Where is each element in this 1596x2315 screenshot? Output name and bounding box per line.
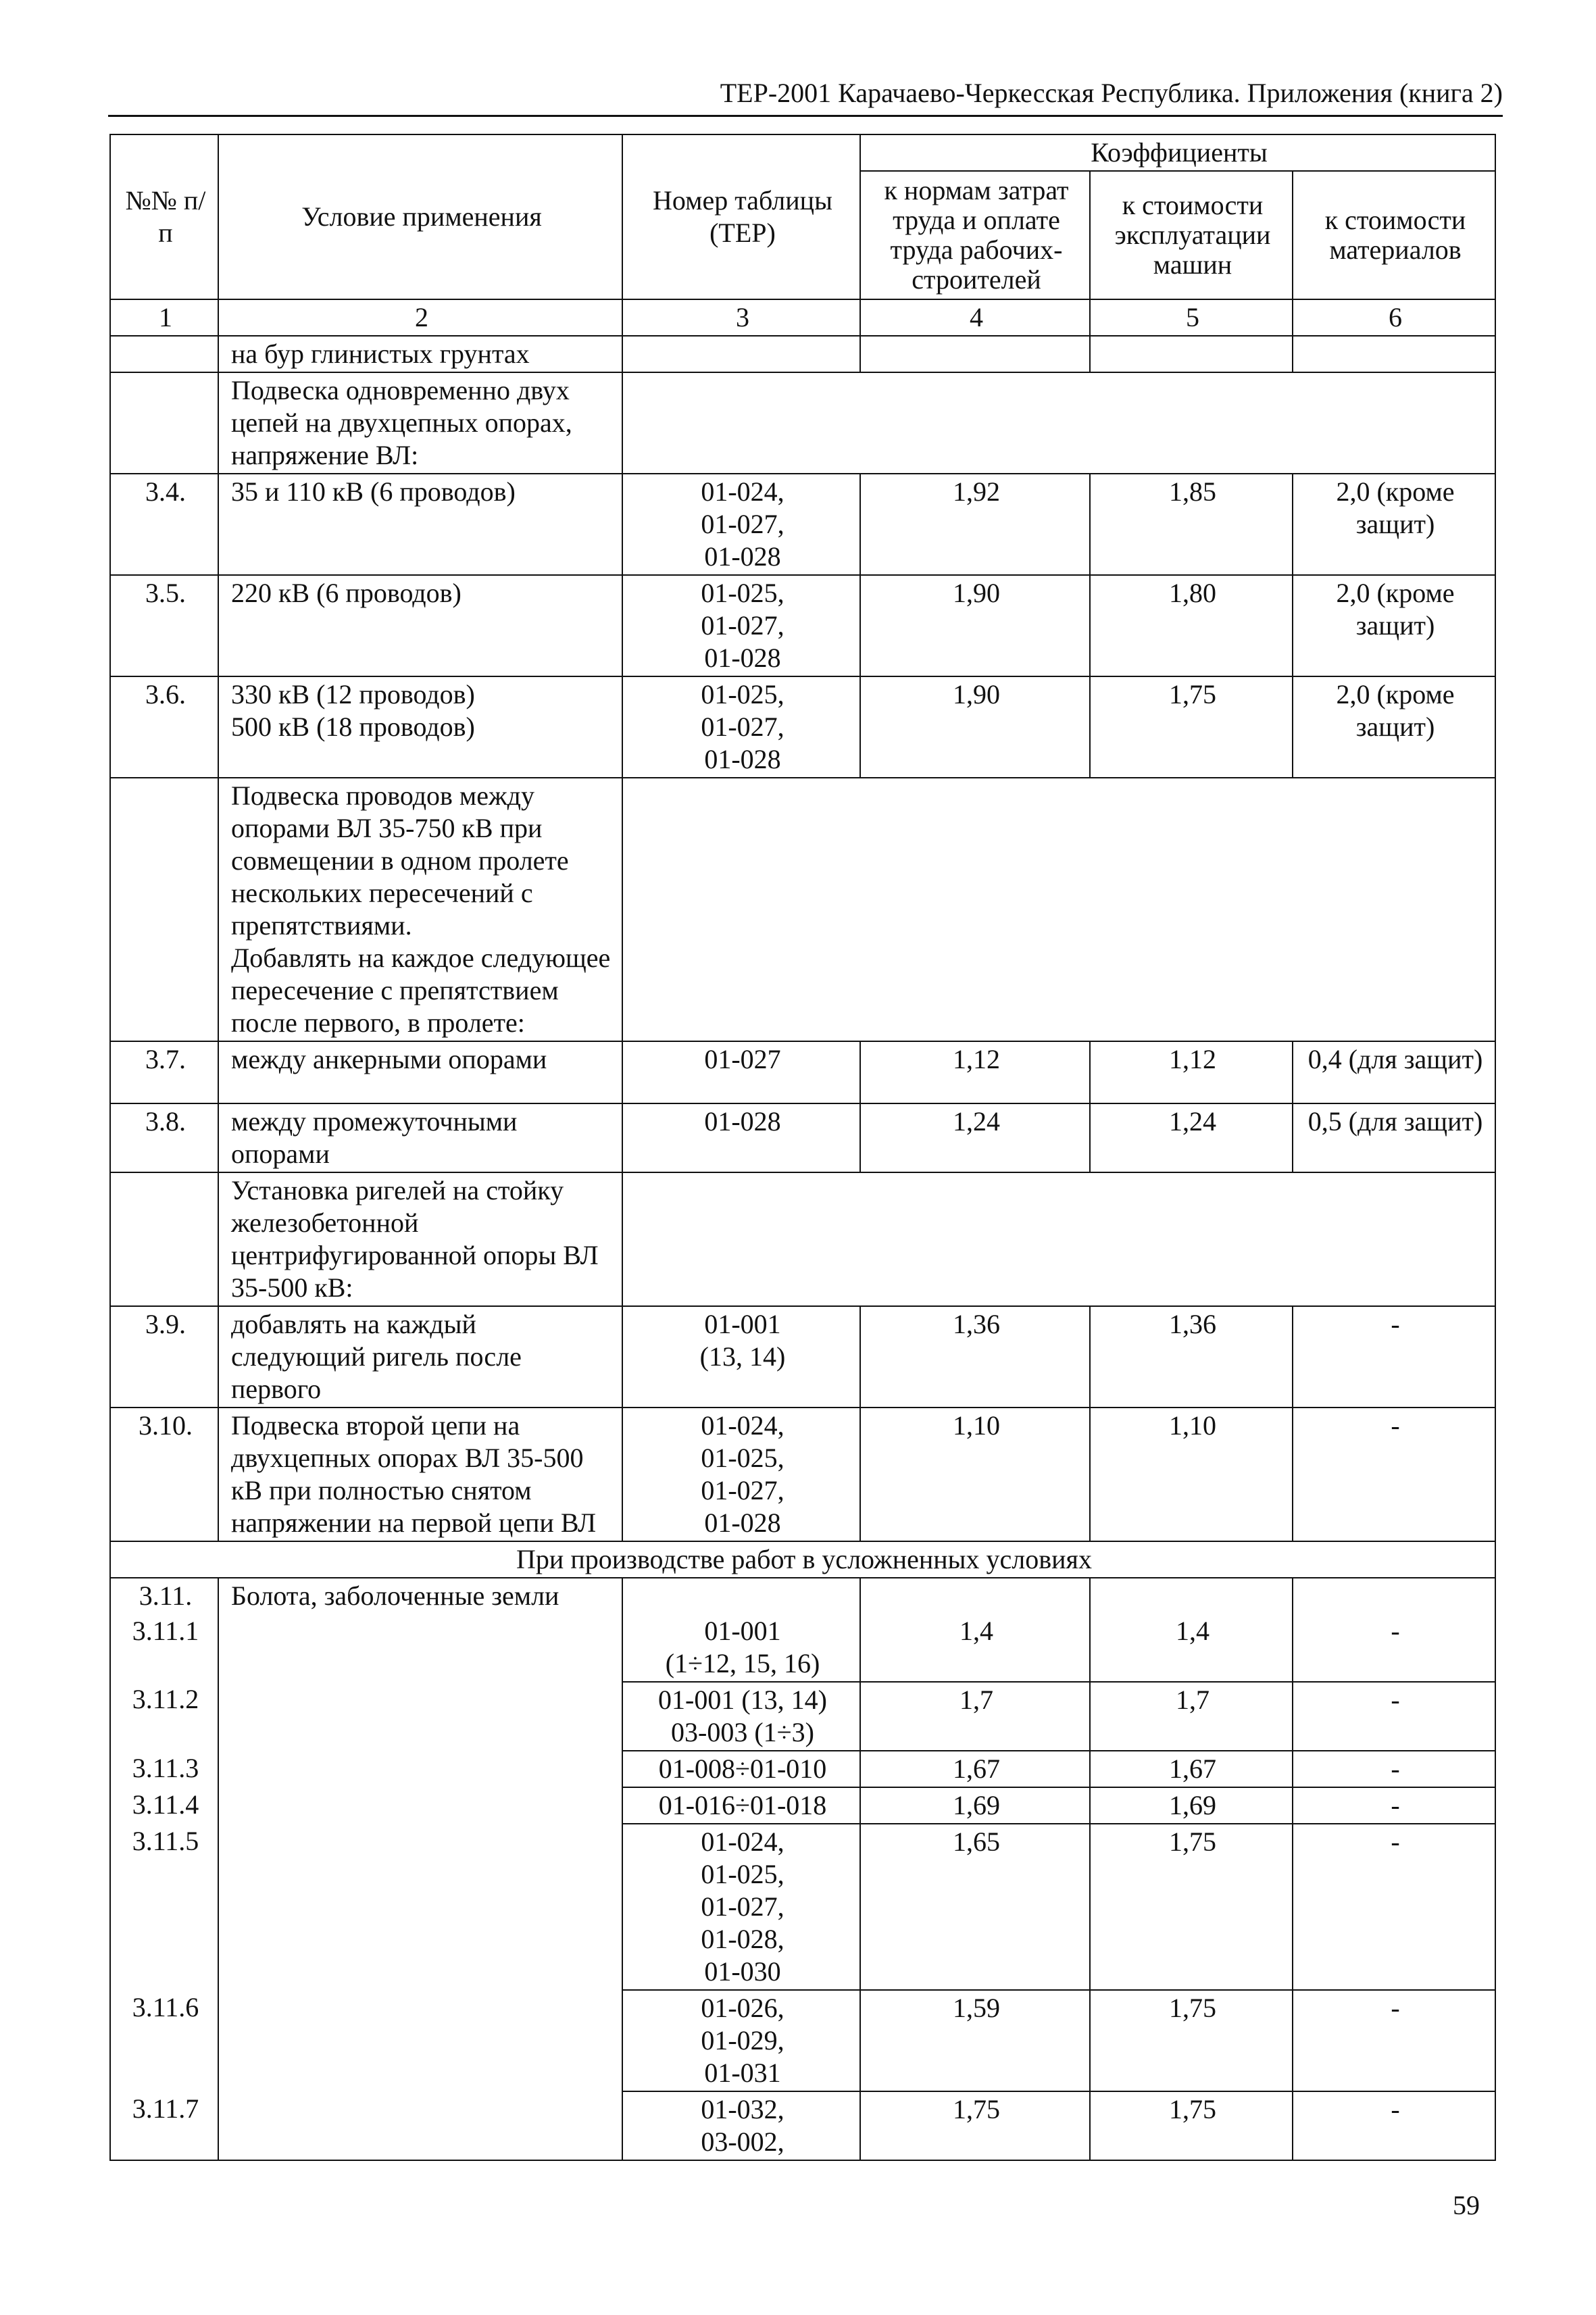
row-labor-coef: 1,75 [860,2091,1090,2160]
row-labor-coef: 1,7 [860,1682,1090,1751]
table-row [110,474,1495,575]
table-row [110,575,1495,676]
row-number: 3.11.5 [110,1824,218,1990]
row-table-number: 01-025, 01-027, 01-028 [622,676,860,778]
col-header-labor: к нормам затрат труда и оплате труда рабочих-строителей [860,171,1090,299]
row-labor-coef: 1,24 [860,1103,1090,1172]
group-header-row [110,372,1495,474]
row-material-coef: - [1293,1787,1495,1824]
col-index: 4 [860,299,1090,336]
col-header-materials: к стоимости материалов [1293,171,1495,299]
row-machine-coef: 1,75 [1090,676,1293,778]
row-material-coef: - [1293,1751,1495,1787]
row-labor-coef: 1,90 [860,575,1090,676]
row-table-number: 01-024, 01-025, 01-027, 01-028, 01-030 [622,1824,860,1990]
row-material-coef: - [1293,1990,1495,2091]
group-header-row [110,1172,1495,1306]
row-machine-coef: 1,80 [1090,575,1293,676]
row-table-number: 01-024, 01-027, 01-028 [622,474,860,575]
row-labor-coef: 1,92 [860,474,1090,575]
row-number: 3.11. [110,1578,218,1614]
group-header-text: Подвеска проводов между опорами ВЛ 35-750 кВ при совмещении в одном пролете нескольких пересечений с препятствиями. Добавлять на каждое следующее пересечение с препятствием после первого, в пролете: [218,778,622,1041]
row-number: 3.5. [110,575,218,676]
col-index: 3 [622,299,860,336]
row-machine-coef: 1,24 [1090,1103,1293,1172]
row-labor-coef: 1,59 [860,1990,1090,2091]
row-condition: между промежуточными опорами [218,1103,622,1172]
row-machine-coef: 1,75 [1090,1990,1293,2091]
col-header-num: №№ п/п [110,134,218,299]
row-machine-coef: 1,69 [1090,1787,1293,1824]
col-index: 1 [110,299,218,336]
section-header-row [110,1541,1495,1578]
row-table-number: 01-001 (13, 14) [622,1306,860,1408]
table-row [110,1103,1495,1172]
row-table-number: 01-001 (1÷12, 15, 16) [622,1614,860,1682]
row-number: 3.10. [110,1408,218,1541]
table-row [110,1408,1495,1541]
row-number: 3.9. [110,1306,218,1408]
row-material-coef: 2,0 (кроме защит) [1293,474,1495,575]
row-material-coef: 2,0 (кроме защит) [1293,575,1495,676]
col-header-condition: Условие применения [218,134,622,299]
table-row [110,1041,1495,1103]
row-material-coef: 0,4 (для защит) [1293,1041,1495,1103]
row-machine-coef: 1,12 [1090,1041,1293,1103]
row-table-number: 01-024, 01-025, 01-027, 01-028 [622,1408,860,1541]
row-material-coef: - [1293,1682,1495,1751]
col-header-coefficients: Коэффициенты [860,134,1495,171]
group-header-text: Подвеска одновременно двух цепей на двухцепных опорах, напряжение ВЛ: [218,372,622,474]
row-number: 3.8. [110,1103,218,1172]
row-number: 3.11.3 [110,1751,218,1787]
row-labor-coef: 1,67 [860,1751,1090,1787]
col-index: 6 [1293,299,1495,336]
row-labor-coef: 1,4 [860,1614,1090,1682]
row-material-coef: 2,0 (кроме защит) [1293,676,1495,778]
table-row [110,1306,1495,1408]
row-material-coef: - [1293,1614,1495,1682]
row-condition: 330 кВ (12 проводов) 500 кВ (18 проводов) [218,676,622,778]
table-row [110,1578,1495,1614]
row-labor-coef: 1,90 [860,676,1090,778]
col-index: 5 [1090,299,1293,336]
row-material-coef: - [1293,2091,1495,2160]
header-row-1 [110,134,1495,171]
row-table-number: 01-027 [622,1041,860,1103]
row-labor-coef: 1,65 [860,1824,1090,1990]
row-table-number: 01-026, 01-029, 01-031 [622,1990,860,2091]
row-table-number: 01-016÷01-018 [622,1787,860,1824]
row-labor-coef: 1,12 [860,1041,1090,1103]
row-labor-coef: 1,10 [860,1408,1090,1541]
col-header-machines: к стоимости эксплуатации машин [1090,171,1293,299]
row-machine-coef: 1,36 [1090,1306,1293,1408]
row-number: 3.11.2 [110,1682,218,1751]
page-number: 59 [1453,2190,1480,2220]
page-header: ТЕР-2001 Карачаево-Черкесская Республика. Приложения (книга 2) [108,73,1503,117]
row-table-number: 01-001 (13, 14) 03-003 (1÷3) [622,1682,860,1751]
row-number: 3.6. [110,676,218,778]
row-table-number: 01-025, 01-027, 01-028 [622,575,860,676]
row-condition: Болота, заболоченные земли [218,1578,622,2160]
row-labor-coef: 1,36 [860,1306,1090,1408]
table-row [110,676,1495,778]
row-material-coef: - [1293,1824,1495,1990]
row-number: 3.7. [110,1041,218,1103]
coefficients-table [109,134,1496,2161]
group-header-row [110,778,1495,1041]
row-machine-coef: 1,75 [1090,1824,1293,1990]
continued-text: на бур глинистых грунтах [218,336,622,372]
row-table-number: 01-008÷01-010 [622,1751,860,1787]
row-table-number: 01-028 [622,1103,860,1172]
row-condition: между анкерными опорами [218,1041,622,1103]
row-machine-coef: 1,85 [1090,474,1293,575]
row-material-coef: - [1293,1306,1495,1408]
table-row [110,336,1495,372]
group-header-text: Установка ригелей на стойку железобетонной центрифугированной опоры ВЛ 35-500 кВ: [218,1172,622,1306]
row-number: 3.11.7 [110,2091,218,2160]
section-header: При производстве работ в усложненных условиях [110,1541,1495,1578]
row-condition: 35 и 110 кВ (6 проводов) [218,474,622,575]
row-machine-coef: 1,75 [1090,2091,1293,2160]
row-condition: 220 кВ (6 проводов) [218,575,622,676]
row-machine-coef: 1,10 [1090,1408,1293,1541]
col-header-table-number: Номер таблицы (ТЕР) [622,134,860,299]
row-machine-coef: 1,7 [1090,1682,1293,1751]
row-condition: добавлять на каждый следующий ригель после первого [218,1306,622,1408]
row-material-coef: - [1293,1408,1495,1541]
col-index: 2 [218,299,622,336]
column-index-row [110,299,1495,336]
row-number: 3.11.1 [110,1614,218,1682]
row-table-number: 01-032, 03-002, [622,2091,860,2160]
row-material-coef: 0,5 (для защит) [1293,1103,1495,1172]
row-labor-coef: 1,69 [860,1787,1090,1824]
row-machine-coef: 1,4 [1090,1614,1293,1682]
row-number: 3.4. [110,474,218,575]
row-condition: Подвеска второй цепи на двухцепных опорах ВЛ 35-500 кВ при полностью снятом напряжении на первой цепи ВЛ [218,1408,622,1541]
row-number: 3.11.6 [110,1990,218,2091]
row-machine-coef: 1,67 [1090,1751,1293,1787]
row-number: 3.11.4 [110,1787,218,1824]
